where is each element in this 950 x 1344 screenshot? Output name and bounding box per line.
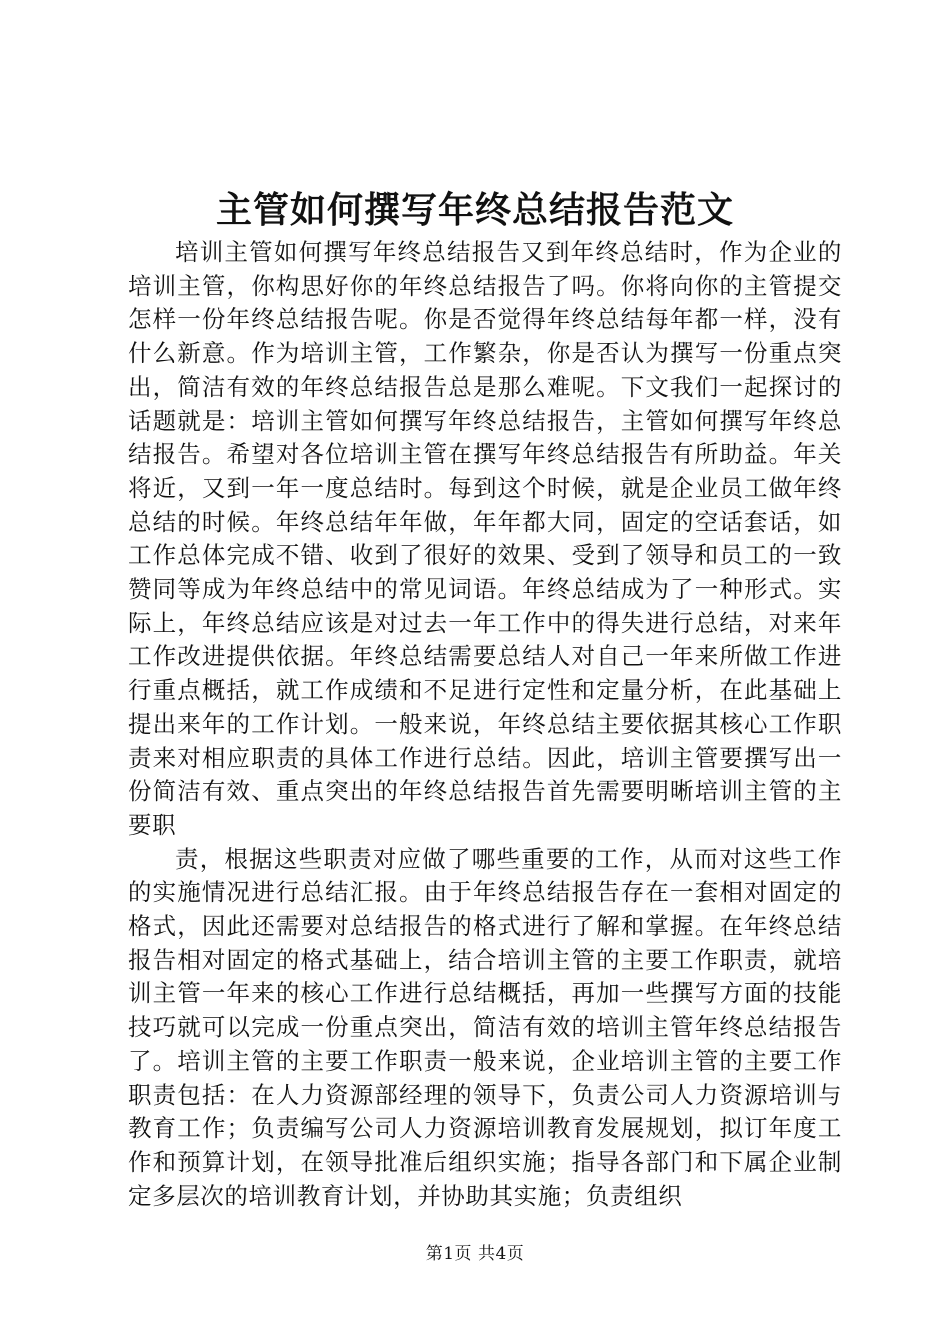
- page-number-footer: 第1页 共4页: [425, 1244, 525, 1264]
- document-body: [128, 236, 842, 1213]
- document-title: 主管如何撰写年终总结报告范文: [215, 189, 734, 231]
- paragraph-2: 责，根据这些职责对应做了哪些重要的工作，从而对这些工作的实施情况进行总结汇报。由于年终总结报告存在一套相对固定的格式，因此还需要对总结报告的格式进行了解和掌握。在年终总结报告相对固定的格式基础上，结合培训主管的主要工作职责，就培训主管一年来的核心工作进行总结概括，再加一些撰写方面的技能技巧就可以完成一份重点突出，简洁有效的培训主管年终总结报告了。培训主管的主要工作职责一般来说，企业培训主管的主要工作职责包括：在人力资源部经理的领导下，负责公司人力资源培训与教育工作；负责编写公司人力资源培训教育发展规划，拟订年度工作和预算计划，在领导批准后组织实施；指导各部门和下属企业制定多层次的培训教育计划，并协助其实施；负责组织: [128, 844, 842, 1210]
- paragraph-1: 培训主管如何撰写年终总结报告又到年终总结时，作为企业的培训主管，你构思好你的年终总结报告了吗。你将向你的主管提交怎样一份年终总结报告呢。你是否觉得年终总结每年都一样，没有什么新意。作为培训主管，工作繁杂，你是否认为撰写一份重点突出，简洁有效的年终总结报告总是那么难呢。下文我们一起探讨的话题就是：培训主管如何撰写年终总结报告，主管如何撰写年终总结报告。希望对各位培训主管在撰写年终总结报告有所助益。年关将近，又到一年一度总结时。每到这个时候，就是企业员工做年终总结的时候。年终总结年年做，年年都大同，固定的空话套话，如工作总体完成不错、收到了很好的效果、受到了领导和员工的一致赞同等成为年终总结中的常见词语。年终总结成为了一种形式。实际上，年终总结应该是对过去一年工作中的得失进行总结，对来年工作改进提供依据。年终总结需要总结人对自己一年来所做工作进行重点概括，就工作成绩和不足进行定性和定量分析，在此基础上提出来年的工作计划。一般来说，年终总结主要依据其核心工作职责来对相应职责的具体工作进行总结。因此，培训主管要撰写出一份简洁有效、重点突出的年终总结报告首先需要明晰培训主管的主要职: [128, 238, 842, 839]
